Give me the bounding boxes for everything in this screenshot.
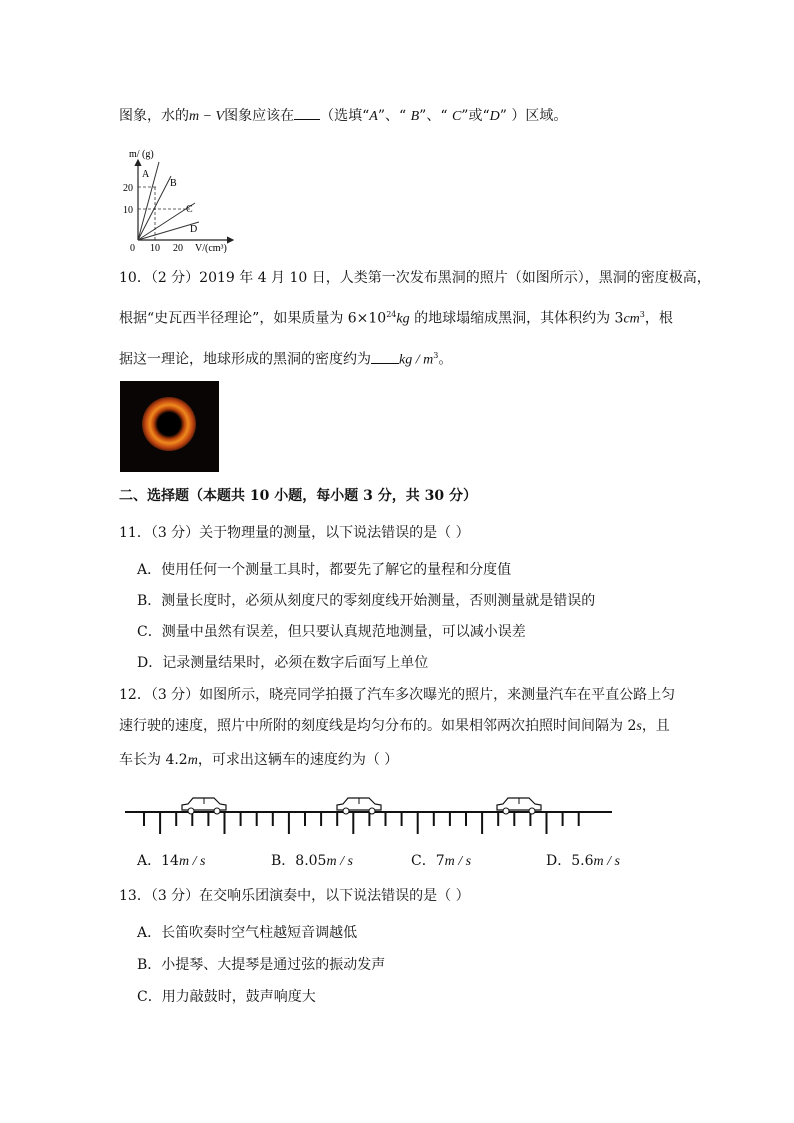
q11-option-a[interactable]: A．使用任何一个测量工具时，都要先了解它的量程和分度值 — [137, 562, 512, 578]
q13-stem: 13．（3 分）在交响乐团演奏中，以下说法错误的是（ ） — [119, 888, 470, 904]
section-header: 二、选择题（本题共 10 小题，每小题 3 分，共 30 分） — [119, 488, 477, 504]
x-tick-10: 10 — [150, 243, 160, 254]
car-exposure-figure — [122, 790, 614, 840]
line-a-label: A — [142, 169, 150, 180]
x-tick-0: 0 — [130, 243, 135, 254]
mv-graph — [115, 140, 250, 255]
y-axis-label: m/ (g) — [129, 149, 154, 160]
line-b-label: B — [170, 178, 177, 189]
q11-option-d[interactable]: D．记录测量结果时，必须在数字后面写上单位 — [137, 655, 429, 671]
q12-option-a[interactable]: A．14m / s — [137, 853, 206, 869]
q12-line1: 12．（3 分）如图所示，晓亮同学拍摄了汽车多次曝光的照片，来测量汽车在平直公路上匀 — [119, 687, 676, 703]
q13-option-a[interactable]: A．长笛吹奏时空气柱越短音调越低 — [137, 925, 358, 941]
q12-line2: 速行驶的速度，照片中所附的刻度线是均匀分布的。如果相邻两次拍照时间间隔为 2s，且 — [119, 718, 670, 734]
x-axis-label: V/(cm³) — [195, 243, 227, 254]
q9-tail-line: 图象，水的m − V图象应该在 （选填“A”、“ B”、“ C”或“D” ）区域。 — [119, 108, 568, 124]
q11-stem: 11．（3 分）关于物理量的测量，以下说法错误的是（ ） — [119, 525, 470, 541]
line-d-label: D — [190, 224, 198, 235]
y-tick-20: 20 — [123, 183, 133, 194]
black-hole-image — [120, 381, 219, 472]
q13-option-c[interactable]: C．用力敲鼓时，鼓声响度大 — [137, 989, 316, 1005]
line-b — [138, 176, 171, 240]
q12-option-c[interactable]: C．7m / s — [411, 853, 472, 869]
q12-line3: 车长为 4.2m，可求出这辆车的速度约为（ ） — [119, 752, 399, 768]
q11-option-c[interactable]: C．测量中虽然有误差，但只要认真规范地测量，可以减小误差 — [137, 624, 526, 640]
q10-line2: 根据“史瓦西半径理论”，如果质量为 $6\times 10^{24}kg$ 的地球塌缩成黑洞，其体积约为 $3cm^3$，根 — [119, 310, 673, 327]
answer-blank[interactable] — [294, 107, 320, 120]
q12-option-b[interactable]: B．8.05m / s — [271, 853, 353, 869]
q13-option-b[interactable]: B．小提琴、大提琴是通过弦的振动发声 — [137, 957, 386, 973]
x-tick-20: 20 — [173, 243, 183, 254]
q10-line1: 10．（2 分）2019 年 4 月 10 日，人类第一次发布黑洞的照片（如图所示），黑洞的密度极高， — [119, 270, 711, 286]
answer-blank[interactable] — [371, 351, 399, 364]
line-c-label: C — [186, 204, 193, 215]
q12-option-d[interactable]: D．5.6m / s — [546, 853, 620, 869]
y-tick-10: 10 — [123, 205, 133, 216]
q11-option-b[interactable]: B．测量长度时，必须从刻度尺的零刻度线开始测量，否则测量就是错误的 — [137, 593, 596, 609]
q10-line3: 据这一理论，地球形成的黑洞的密度约为 kg / $m^3$。 — [119, 351, 453, 368]
mv-label: m − V — [189, 109, 225, 124]
